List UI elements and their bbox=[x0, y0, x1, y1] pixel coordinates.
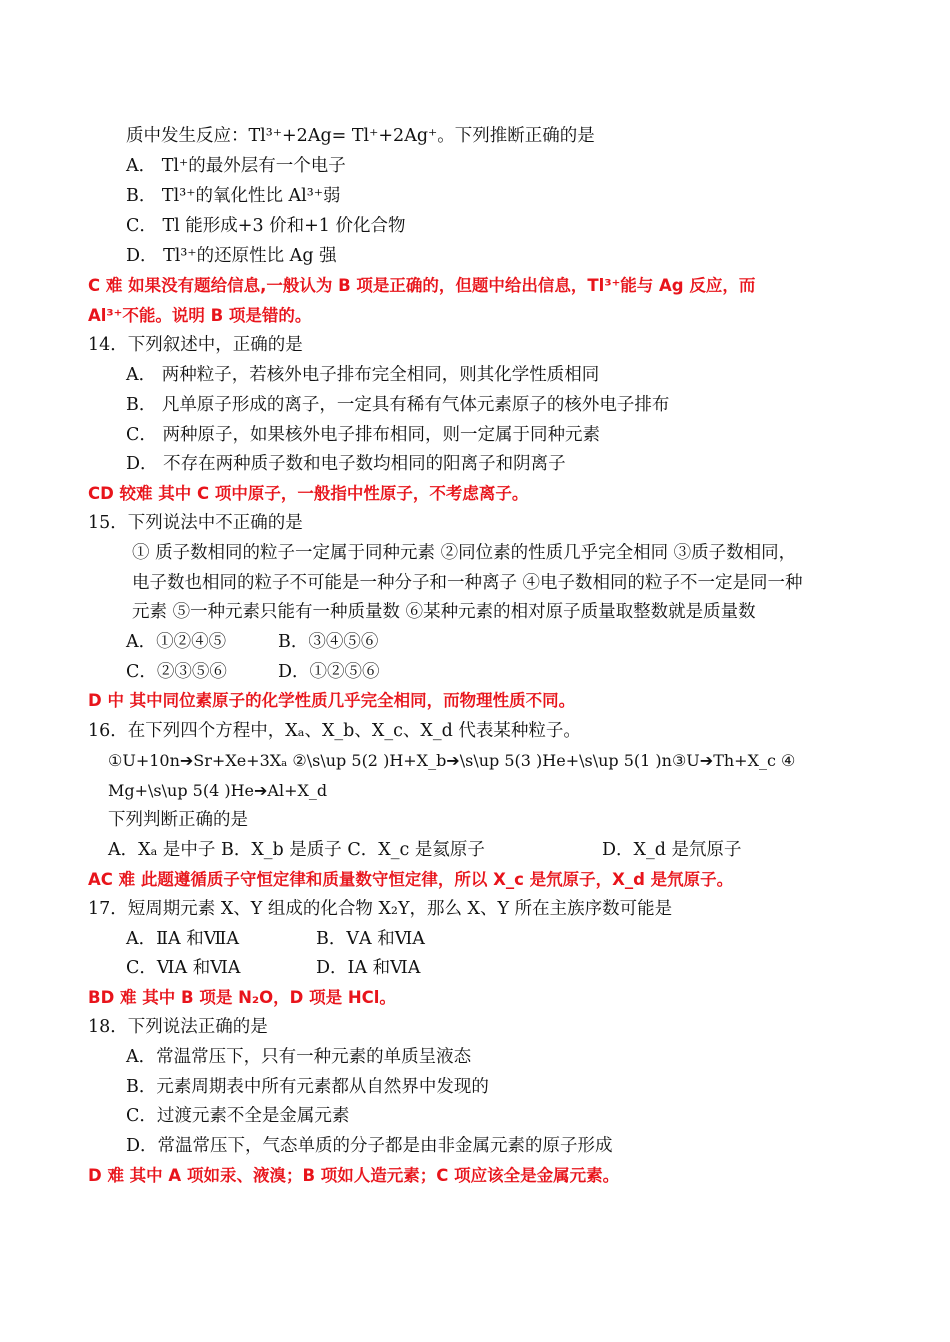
q13-stem-tail: 质中发生反应：Tl³⁺+2Ag= Tl⁺+2Ag⁺。下列推断正确的是 bbox=[126, 126, 595, 146]
q17-option-c: C．ⅥA 和ⅥA bbox=[126, 958, 241, 978]
q18-option-b: B．元素周期表中所有元素都从自然界中发现的 bbox=[126, 1077, 489, 1097]
q16-options-left: A．Xₐ 是中子 B．X_b 是质子 C．X_c 是氦原子 bbox=[108, 840, 485, 860]
q15-statement-line-2: 电子数也相同的粒子不可能是一种分子和一种离子 ④电子数相同的粒子不一定是同一种 bbox=[132, 573, 803, 593]
q15-answer: D 中 其中同位素原子的化学性质几乎完全相同，而物理性质不同。 bbox=[88, 691, 576, 710]
q15-statement-line-3: 元素 ⑤一种元素只能有一种质量数 ⑥某种元素的相对原子质量取整数就是质量数 bbox=[132, 602, 756, 622]
q17-option-d: D．ⅠA 和ⅥA bbox=[316, 958, 421, 978]
q15-statement-line-1: ① 质子数相同的粒子一定属于同种元素 ②同位素的性质几乎完全相同 ③质子数相同， bbox=[132, 543, 797, 563]
q17-option-b: B．ⅤA 和ⅥA bbox=[316, 929, 425, 949]
q13-answer-line-2: Al³⁺不能。说明 B 项是错的。 bbox=[88, 306, 312, 325]
q14-option-b: B． 凡单原子形成的离子，一定具有稀有气体元素原子的核外电子排布 bbox=[126, 395, 670, 415]
q16-stem: 16．在下列四个方程中，Xₐ、X_b、X_c、X_d 代表某种粒子。 bbox=[88, 721, 581, 741]
q18-option-c: C．过渡元素不全是金属元素 bbox=[126, 1106, 350, 1126]
q18-stem: 18．下列说法正确的是 bbox=[88, 1017, 268, 1037]
q14-option-c: C． 两种原子，如果核外电子排布相同，则一定属于同种元素 bbox=[126, 425, 600, 445]
q16-answer: AC 难 此题遵循质子守恒定律和质量数守恒定律，所以 X_c 是氘原子，X_d 是氘原子。 bbox=[88, 870, 734, 889]
q18-answer: D 难 其中 A 项如汞、液溴；B 项如人造元素；C 项应该全是金属元素。 bbox=[88, 1166, 620, 1185]
q15-option-d: D．①②⑤⑥ bbox=[278, 662, 380, 682]
q15-option-c: C．②③⑤⑥ bbox=[126, 662, 227, 682]
q17-option-a: A．ⅡA 和ⅦA bbox=[126, 929, 239, 949]
q18-option-d: D．常温常压下，气态单质的分子都是由非金属元素的原子形成 bbox=[126, 1136, 613, 1156]
q18-option-a: A．常温常压下，只有一种元素的单质呈液态 bbox=[126, 1047, 472, 1067]
q15-option-b: B．③④⑤⑥ bbox=[278, 632, 379, 652]
q15-stem: 15．下列说法中不正确的是 bbox=[88, 513, 303, 533]
q14-answer: CD 较难 其中 C 项中原子，一般指中性原子，不考虑离子。 bbox=[88, 484, 529, 503]
q13-option-a: A． Tl⁺的最外层有一个电子 bbox=[126, 156, 346, 176]
q13-answer-line-1: C 难 如果没有题给信息,一般认为 B 项是正确的，但题中给出信息，Tl³⁺能与 Ag 反应，而 bbox=[88, 276, 756, 295]
q17-stem: 17．短周期元素 X、Y 组成的化合物 X₂Y，那么 X、Y 所在主族序数可能是 bbox=[88, 899, 673, 919]
q15-option-a: A．①②④⑤ bbox=[126, 632, 227, 652]
q16-ask: 下列判断正确的是 bbox=[108, 810, 248, 830]
q13-option-c: C． Tl 能形成+3 价和+1 价化合物 bbox=[126, 216, 406, 236]
q13-option-d: D． Tl³⁺的还原性比 Ag 强 bbox=[126, 246, 337, 266]
q16-options-right: D．X_d 是氘原子 bbox=[602, 840, 742, 860]
q13-option-b: B． Tl³⁺的氧化性比 Al³⁺弱 bbox=[126, 186, 341, 206]
q16-equation-line-2: Mg+\s\up 5(4 )He➔Al+X_d bbox=[108, 781, 328, 800]
q14-stem: 14．下列叙述中，正确的是 bbox=[88, 335, 303, 355]
q14-option-d: D． 不存在两种质子数和电子数均相同的阳离子和阴离子 bbox=[126, 454, 566, 474]
q16-equation-line-1: ①U+10n➔Sr+Xe+3Xₐ ②\s\up 5(2 )H+X_b➔\s\up 5(3 )He+\s\up 5(1 )n③U➔Th+X_c ④ bbox=[108, 751, 796, 770]
q14-option-a: A． 两种粒子，若核外电子排布完全相同，则其化学性质相同 bbox=[126, 365, 600, 385]
q17-answer: BD 难 其中 B 项是 N₂O，D 项是 HCl。 bbox=[88, 988, 396, 1007]
